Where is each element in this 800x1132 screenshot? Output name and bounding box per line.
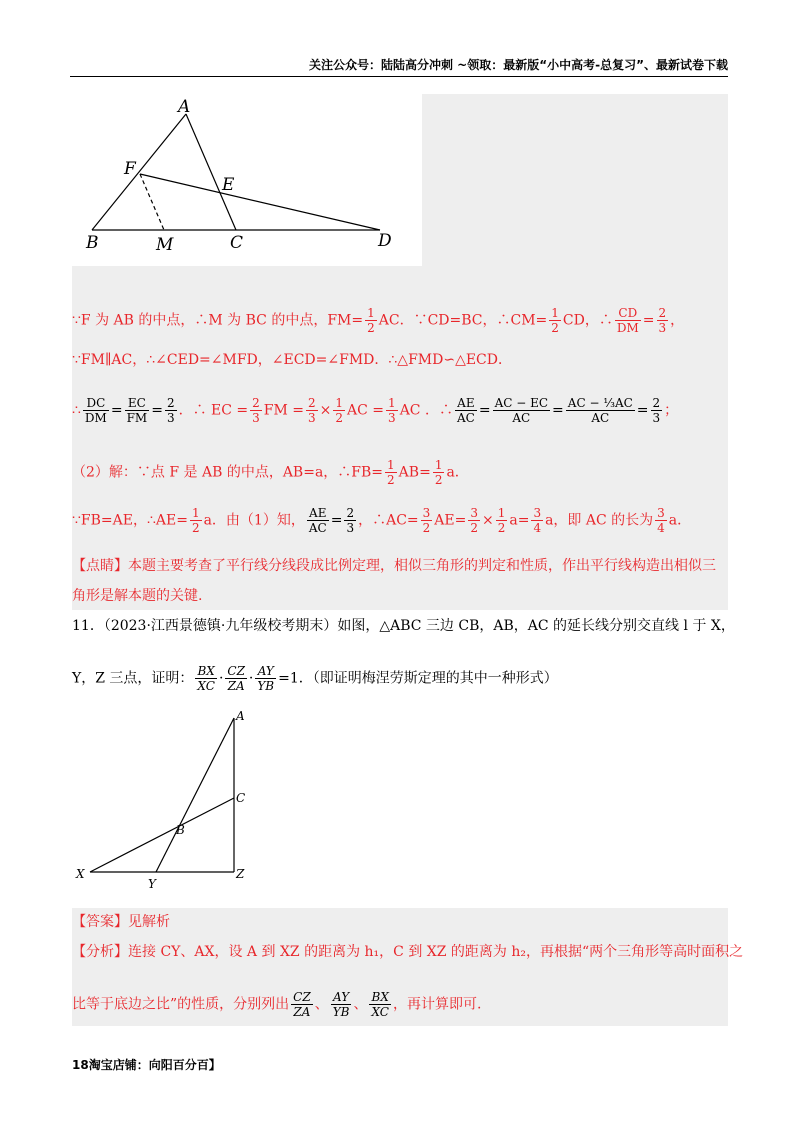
solution-line-2: ∵FM∥AC，∴∠CED=∠MFD，∠ECD=∠FMD．∴△FMD∽△ECD．	[72, 352, 512, 368]
fig1-label-A: A	[178, 97, 191, 117]
page-footer: 18淘宝店铺：向阳百分百】	[72, 1058, 221, 1072]
problem11-line-1: 11．（2023·江西景德镇·九年级校考期末）如图，△ABC 三边 CB，AB，AC 的延长线分别交直线 l 于 X，	[72, 618, 735, 634]
figure2-diagram	[70, 706, 270, 896]
analysis-line-1: 【分析】连接 CY、AX，设 A 到 XZ 的距离为 h₁，C 到 XZ 的距离为 h₂，再根据“两个三角形等高时面积之	[72, 944, 744, 960]
analysis-line-2: 比等于底边之比”的性质，分别列出 $\frac{CZ}{ZA}$ 、 $\frac{AY}{YB}$ 、 $\frac{BX}{XC}$ ，再计算即可.	[72, 990, 482, 1019]
fig1-label-F: F	[124, 159, 136, 179]
solution-line-4: （2）解：∵点 F 是 AB 的中点，AB=a，∴FB= $\frac{1}{2}$ AB= $\frac{1}{2}$ a．	[72, 458, 469, 487]
comment-line-1: 【点睛】本题主要考查了平行线分线段成比例定理，相似三角形的判定和性质，作出平行线构造出相似三	[72, 558, 716, 574]
fig2-label-B: B	[176, 823, 185, 837]
figure1-diagram	[80, 94, 410, 262]
fig1-label-D: D	[378, 231, 392, 251]
solution-line-5: ∵FB=AE，∴AE= $\frac{1}{2}$ a．由（1）知， $\frac{AE}{AC}$ = $\frac{2}{3}$ ，∴AC= $\frac{3}{2}$ AE= $\frac{3}{2}$ × $\frac{1}{2}$ a= $\frac{3}{4}$ a，即 AC 的长为 $\frac{3}{4}$ a．	[72, 506, 692, 535]
solution-line-1: ∵F 为 AB 的中点，∴M 为 BC 的中点，FM= $\frac{1}{2}$ AC．∵CD=BC，∴CM= $\frac{1}{2}$ CD，∴ $\frac{CD}{DM}$ = $\frac{2}{3}$ ，	[72, 306, 685, 335]
fig2-label-X: X	[76, 867, 85, 881]
page-header: 关注公众号：陆陆高分冲刺 ~领取：最新版“小中高考-总复习”、最新试卷下载	[70, 56, 728, 77]
problem11-line-2: Y，Z 三点，证明： $\frac{BX}{XC}$ · $\frac{CZ}{ZA}$ · $\frac{AY}{YB}$ =1．（即证明梅涅劳斯定理的其中一种形式）	[72, 664, 558, 693]
answer-label: 【答案】见解析	[72, 914, 170, 930]
fig1-label-M: M	[156, 235, 174, 255]
figure1-right-shade	[422, 94, 728, 266]
solution-line-3: ∴ $\frac{DC}{DM}$ = $\frac{EC}{FM}$ = $\frac{2}{3}$ ．∴ EC = $\frac{2}{3}$ FM = $\frac{2}{3}$ × $\frac{1}{2}$ AC = $\frac{1}{3}$ AC ．∴ $\frac{AE}{AC}$ = $\frac{AC - EC}{AC}$ = $\frac{\text{AC − ⅓AC}}{AC}$ = $\frac{2}{3}$ ；	[72, 396, 679, 425]
comment-line-2: 角形是解本题的关键.	[72, 588, 203, 604]
fig1-label-E: E	[222, 175, 235, 195]
fig2-label-Z: Z	[236, 867, 245, 881]
fig2-label-A: A	[236, 709, 245, 723]
fig1-label-B: B	[86, 233, 99, 253]
fig2-label-C: C	[236, 791, 246, 805]
fig1-label-C: C	[230, 233, 244, 253]
fig2-label-Y: Y	[148, 877, 156, 891]
